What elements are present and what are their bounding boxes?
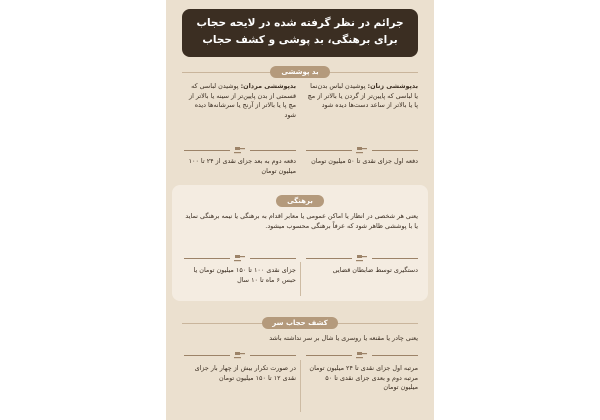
penalty-divider xyxy=(306,254,418,262)
penalty-divider xyxy=(184,254,296,262)
women-penalty: دفعه اول جزای نقدی تا ۵۰ میلیون تومان xyxy=(311,157,418,165)
men-penalty: دفعه دوم به بعد جزای نقدی از ۲۴ تا ۱۰۰ میلیون تومان xyxy=(188,157,296,175)
gavel-icon xyxy=(356,254,368,262)
nudity-definition: یعنی هر شخصی در انظار یا اماکن عمومی یا معابر اقدام به برهنگی یا نیمه برهنگی نماید یا با پوششی ظاهر شود که عرفاً برهنگی محسوب میشود. xyxy=(185,212,418,230)
unveiling-definition: یعنی چادر یا مقنعه یا روسری یا شال بر سر نداشته باشد xyxy=(269,334,418,342)
title-line-1: جرائم در نظر گرفته شده در لایحه حجاب xyxy=(196,17,404,29)
women-definition xyxy=(306,82,418,111)
men-heading: بدپوششی مردان: xyxy=(240,82,296,90)
poster-title xyxy=(182,9,418,57)
gavel-icon xyxy=(234,254,246,262)
section-label-unveiling: کشف حجاب سر xyxy=(262,317,338,329)
men-body: پوشیدن لباسی که قسمتی از بدن پایین‌تر از سینه یا بالاتر از مچ پا یا بالاتر از آرنج یا سرشانه‌ها دیده شود xyxy=(188,82,296,119)
penalty-divider xyxy=(306,146,418,154)
column-divider xyxy=(300,360,301,412)
infographic-poster xyxy=(166,0,434,420)
nudity-fine: جزای نقدی ۱۰۰ تا ۱۵۰ میلیون تومان یا حبس ۶ ماه تا ۱۰ سال xyxy=(193,266,296,284)
section-label-bad-hijab: بد پوششی xyxy=(270,66,330,78)
nudity-arrest: دستگیری توسط ضابطان قضایی xyxy=(332,266,418,274)
gavel-icon xyxy=(234,351,246,359)
unveiling-repeat-fine: در صورت تکرار بیش از چهار بار جزای نقدی ۱۲ تا ۱۵۰ میلیون تومان xyxy=(194,364,296,382)
penalty-divider xyxy=(306,351,418,359)
gavel-icon xyxy=(234,146,246,154)
section-label-nudity: برهنگی xyxy=(276,195,324,207)
gavel-icon xyxy=(356,351,368,359)
penalty-divider xyxy=(184,146,296,154)
penalty-divider xyxy=(184,351,296,359)
column-divider xyxy=(300,262,301,296)
title-line-2: برای برهنگی، بد پوشی و کشف حجاب xyxy=(202,34,398,46)
unveiling-fine-steps: مرتبه اول جزای نقدی تا ۲۴ میلیون تومان مرتبه دوم و بعدی جزای نقدی تا ۵۰ میلیون تومان xyxy=(309,364,418,392)
men-definition xyxy=(184,82,296,120)
women-body: پوشیدن لباس بدن‌نما یا لباسی که پایین‌تر از گردن یا بالاتر از مچ پا یا بالاتر از ساعد دست‌ها دیده شود xyxy=(307,82,418,110)
gavel-icon xyxy=(356,146,368,154)
women-heading: بدپوششی زنان: xyxy=(367,82,418,90)
